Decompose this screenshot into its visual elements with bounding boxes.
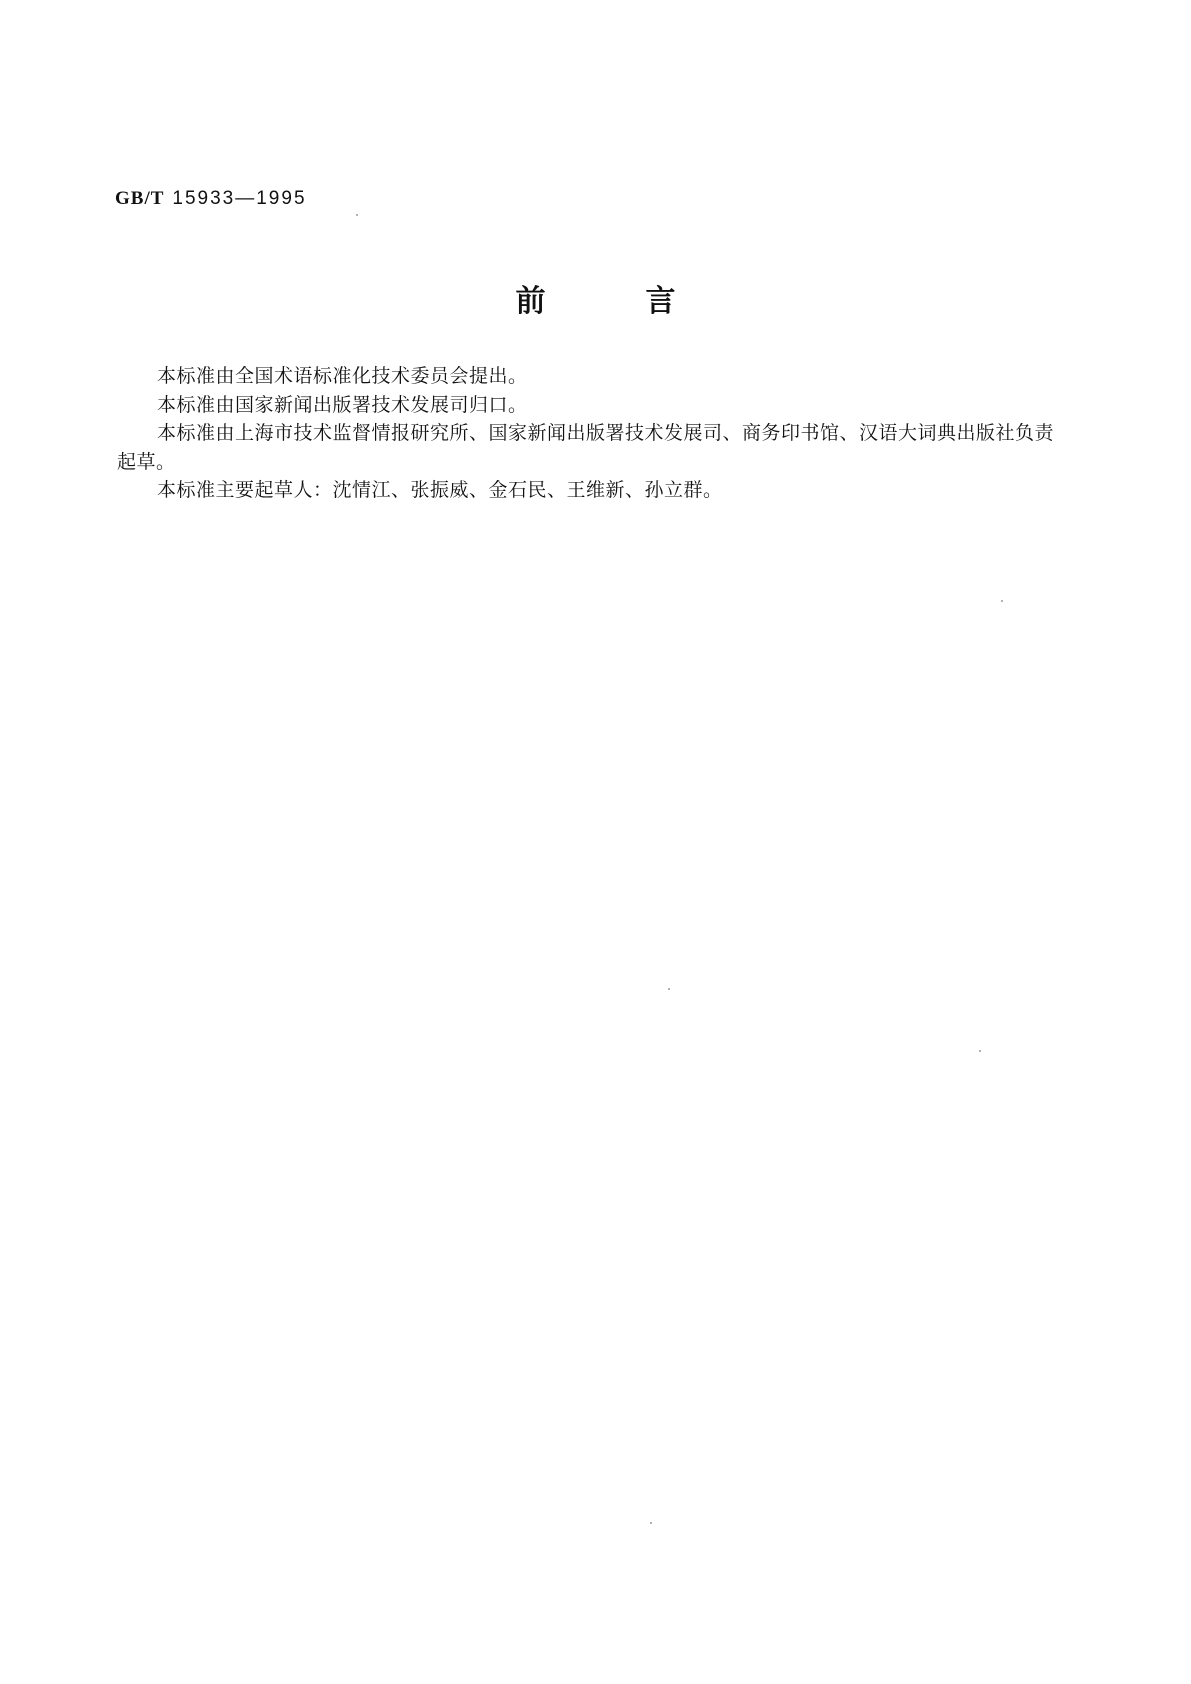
scan-speck [1001,600,1003,602]
paragraph-proposer: 本标准由全国术语标准化技术委员会提出。 [157,365,528,387]
foreword-body [117,362,1062,505]
page-title: 前言 [515,284,776,319]
scan-speck [979,1050,981,1052]
standard-code-number: 15933—1995 [172,188,307,209]
paragraph-drafters: 本标准主要起草人：沈情江、张振威、金石民、王维新、孙立群。 [157,479,723,501]
standard-code-prefix: GB/T [115,188,165,209]
scan-speck [668,988,670,990]
paragraph-administrator: 本标准由国家新闻出版署技术发展司归口。 [157,393,528,416]
paragraph-drafting-units: 本标准由上海市技术监督情报研究所、国家新闻出版署技术发展司、商务印书馆、汉语大词典出版社负责起草。 [117,422,1055,473]
scan-speck [650,1522,652,1524]
scan-speck [356,214,358,216]
standard-code [115,187,307,210]
